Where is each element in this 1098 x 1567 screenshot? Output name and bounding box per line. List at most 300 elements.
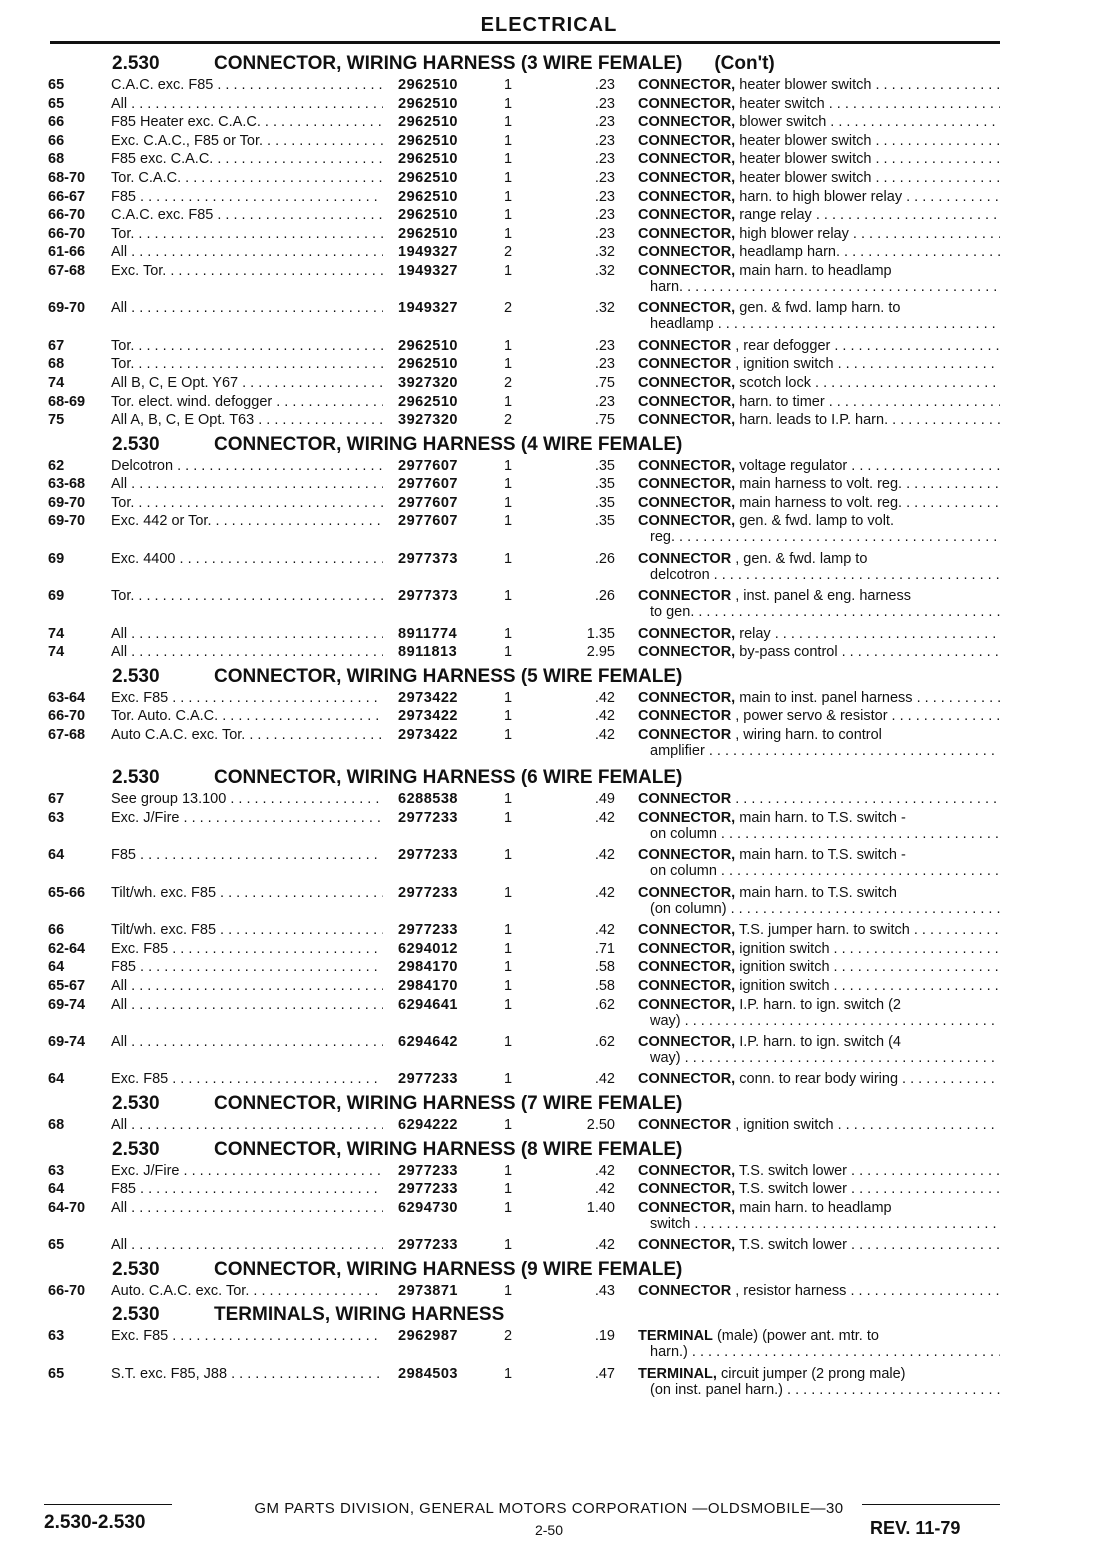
- table-row: [0, 207, 1098, 226]
- model-year: 64: [48, 1071, 65, 1088]
- description: [638, 1181, 1000, 1197]
- part-number: 6294730: [398, 1199, 458, 1216]
- section-heading: [0, 1256, 1098, 1283]
- description-keyword: CONNECTOR,: [638, 412, 736, 429]
- model-year: 69-70: [48, 494, 86, 511]
- description-text: T.S. switch lower: [739, 1162, 847, 1179]
- description-text: main harn. to headlamp: [739, 1199, 892, 1216]
- section-heading: [0, 1136, 1098, 1163]
- price: .75: [594, 412, 615, 429]
- price: .71: [594, 940, 615, 957]
- section-title-text: CONNECTOR, WIRING HARNESS (7 WIRE FEMALE): [214, 1092, 683, 1114]
- description-line: [638, 207, 1000, 223]
- section-title-text: CONNECTOR, WIRING HARNESS (4 WIRE FEMALE): [214, 433, 683, 455]
- description: [638, 1117, 1000, 1133]
- part-number: 1949327: [398, 262, 458, 279]
- price: .42: [594, 727, 615, 744]
- section-number: 2.530: [112, 53, 160, 74]
- description-line: [638, 458, 1000, 474]
- description-continuation: delcotron . . .: [638, 567, 1000, 583]
- part-number: 2977373: [398, 588, 458, 605]
- quantity: 1: [504, 644, 513, 661]
- description-keyword: CONNECTOR,: [638, 262, 736, 279]
- description-keyword: CONNECTOR,: [638, 810, 736, 826]
- table-row: [0, 244, 1098, 263]
- price: .23: [594, 114, 615, 131]
- table-row: [0, 708, 1098, 727]
- application: Tor. . . .: [111, 338, 383, 354]
- section-title: [214, 1259, 682, 1281]
- description: [638, 226, 1000, 242]
- application: Delcotron . . .: [111, 458, 383, 474]
- description-text: , gen. & fwd. lamp to: [735, 550, 868, 567]
- description-line: [638, 151, 1000, 167]
- part-number: 2977233: [398, 1071, 458, 1088]
- description-text: ignition switch: [739, 977, 830, 994]
- part-number: 8911774: [398, 625, 458, 642]
- quantity: 1: [504, 77, 513, 93]
- section-continued: (Con't): [714, 53, 775, 74]
- section-title-text: CONNECTOR, WIRING HARNESS (8 WIRE FEMALE): [214, 1138, 683, 1160]
- table-row: [0, 394, 1098, 413]
- price: .23: [594, 356, 615, 373]
- table-row: [0, 1117, 1098, 1136]
- description: [638, 114, 1000, 130]
- price: .42: [594, 1181, 615, 1198]
- section-number: 2.530: [112, 1258, 160, 1280]
- section-number: 2.530: [112, 1092, 160, 1114]
- price: .35: [594, 513, 615, 530]
- application: All . . .: [111, 244, 383, 260]
- parts-list: [0, 50, 1098, 1403]
- description-continuation: reg. . . .: [638, 529, 1000, 545]
- price: .58: [594, 959, 615, 976]
- model-year: 74: [48, 644, 65, 661]
- part-number: 2977233: [398, 1237, 458, 1254]
- section-title: [214, 1139, 682, 1161]
- table-row: [0, 626, 1098, 645]
- description: [638, 170, 1000, 186]
- description-text: scotch lock: [739, 374, 811, 391]
- part-number: 2973422: [398, 708, 458, 725]
- price: .62: [594, 1033, 615, 1050]
- part-number: 2962510: [398, 169, 458, 186]
- description-keyword: CONNECTOR,: [638, 132, 736, 149]
- quantity: 1: [504, 95, 513, 112]
- model-year: 66: [48, 922, 65, 939]
- model-year: 68-70: [48, 169, 86, 186]
- price: .26: [594, 588, 615, 605]
- description-keyword: CONNECTOR,: [638, 374, 736, 391]
- section-title: [214, 1304, 504, 1326]
- description-text: , wiring harn. to control: [735, 727, 882, 744]
- part-number: 2977233: [398, 810, 458, 826]
- application: All . . .: [111, 997, 383, 1013]
- quantity: 1: [504, 337, 513, 354]
- footer-publisher: GM PARTS DIVISION, GENERAL MOTORS CORPORATION —OLDSMOBILE—30: [254, 1500, 844, 1517]
- application: All . . .: [111, 1034, 383, 1050]
- application: Exc. J/Fire . . .: [111, 810, 383, 826]
- description-keyword: CONNECTOR,: [638, 476, 736, 493]
- description: [638, 151, 1000, 167]
- description-continuation: (on column) . . .: [638, 901, 1000, 917]
- description-keyword: CONNECTOR: [638, 791, 732, 808]
- model-year: 61-66: [48, 244, 86, 261]
- price: .23: [594, 169, 615, 186]
- description-line: [638, 1181, 1000, 1197]
- description: [638, 513, 1000, 545]
- price: .26: [594, 550, 615, 567]
- application: All . . .: [111, 1237, 383, 1253]
- table-row: [0, 300, 1098, 337]
- description-line: [638, 77, 1000, 93]
- application: Tor. elect. wind. defogger . . .: [111, 394, 383, 410]
- description-continuation: on column . . .: [638, 826, 1000, 842]
- description-line: [638, 551, 1000, 567]
- section-number: 2.530: [112, 1304, 160, 1326]
- table-row: [0, 170, 1098, 189]
- description-line: [638, 394, 1000, 410]
- description-keyword: CONNECTOR,: [638, 689, 736, 706]
- model-year: 66-70: [48, 1282, 86, 1299]
- description-line: [638, 885, 1000, 901]
- table-row: [0, 1200, 1098, 1237]
- quantity: 1: [504, 494, 513, 511]
- description: [638, 727, 1000, 759]
- model-year: 66-67: [48, 188, 86, 205]
- description-line: [638, 133, 1000, 149]
- price: .43: [594, 1282, 615, 1299]
- part-number: 2977233: [398, 847, 458, 864]
- table-row: [0, 1071, 1098, 1090]
- description-line: [638, 959, 1000, 975]
- table-row: [0, 791, 1098, 810]
- description-keyword: CONNECTOR: [638, 1116, 732, 1133]
- description: [638, 77, 1000, 93]
- application: Tilt/wh. exc. F85 . . .: [111, 922, 383, 938]
- price: .47: [594, 1365, 615, 1382]
- description-line: [638, 244, 1000, 260]
- application: All . . .: [111, 1117, 383, 1133]
- quantity: 1: [504, 810, 513, 826]
- table-row: [0, 375, 1098, 394]
- description: [638, 810, 1000, 842]
- table-row: [0, 151, 1098, 170]
- application: All B, C, E Opt. Y67 . . .: [111, 375, 383, 391]
- application: Exc. F85 . . .: [111, 941, 383, 957]
- table-row: [0, 847, 1098, 884]
- description: [638, 1200, 1000, 1232]
- table-row: [0, 1181, 1098, 1200]
- section-title: [214, 767, 682, 789]
- application: F85 Heater exc. C.A.C. . . .: [111, 114, 383, 130]
- model-year: 65: [48, 1365, 65, 1382]
- model-year: 74: [48, 374, 65, 391]
- description-continuation: harn.) . . .: [638, 1344, 1000, 1360]
- description-text: , rear defogger: [735, 337, 831, 354]
- description: [638, 244, 1000, 260]
- part-number: 2977607: [398, 476, 458, 493]
- part-number: 2962510: [398, 393, 458, 410]
- description-line: [638, 922, 1000, 938]
- description: [638, 375, 1000, 391]
- table-row: [0, 941, 1098, 960]
- description: [638, 978, 1000, 994]
- description-line: [638, 997, 1000, 1013]
- description-keyword: CONNECTOR,: [638, 1181, 736, 1198]
- application: Exc. 4400 . . .: [111, 551, 383, 567]
- price: .42: [594, 847, 615, 864]
- footer-group-range: 2.530-2.530: [44, 1512, 146, 1533]
- footer-revision: REV. 11-79: [870, 1518, 961, 1538]
- table-row: [0, 189, 1098, 208]
- price: .23: [594, 337, 615, 354]
- part-number: 1949327: [398, 244, 458, 261]
- description-text: heater blower switch: [739, 77, 872, 93]
- description-line: [638, 513, 1000, 529]
- description-line: [638, 791, 1000, 807]
- application: Exc. 442 or Tor. . . .: [111, 513, 383, 529]
- price: .62: [594, 996, 615, 1013]
- description-text: range relay: [739, 207, 812, 224]
- description-keyword: CONNECTOR,: [638, 513, 736, 530]
- section-number: 2.530: [112, 767, 160, 789]
- price: .23: [594, 77, 615, 93]
- table-row: [0, 810, 1098, 847]
- price: .23: [594, 207, 615, 224]
- application: All . . .: [111, 626, 383, 642]
- quantity: 1: [504, 513, 513, 530]
- section-heading: [0, 663, 1098, 690]
- price: .32: [594, 262, 615, 279]
- description-line: [638, 810, 1000, 826]
- quantity: 1: [504, 922, 513, 939]
- description-line: [638, 375, 1000, 391]
- description: [638, 495, 1000, 511]
- table-row: [0, 458, 1098, 477]
- price: .42: [594, 922, 615, 939]
- quantity: 2: [504, 1328, 513, 1345]
- table-row: [0, 1237, 1098, 1256]
- part-number: 2977233: [398, 1181, 458, 1198]
- description-text: main harn. to T.S. switch -: [739, 847, 906, 864]
- part-number: 2962510: [398, 151, 458, 168]
- table-row: [0, 263, 1098, 300]
- application: Exc. F85 . . .: [111, 1328, 383, 1344]
- price: .42: [594, 884, 615, 901]
- part-number: 2973422: [398, 689, 458, 706]
- table-row: [0, 338, 1098, 357]
- quantity: 1: [504, 169, 513, 186]
- description-text: harn. to high blower relay: [739, 188, 903, 205]
- model-year: 68: [48, 1116, 65, 1133]
- description: [638, 96, 1000, 112]
- application: F85 . . .: [111, 959, 383, 975]
- part-number: 2984170: [398, 977, 458, 994]
- quantity: 1: [504, 1162, 513, 1179]
- quantity: 1: [504, 708, 513, 725]
- quantity: 1: [504, 996, 513, 1013]
- table-row: [0, 476, 1098, 495]
- section-heading: [0, 50, 1098, 77]
- part-number: 2962510: [398, 188, 458, 205]
- table-row: [0, 1366, 1098, 1403]
- section-title: [214, 1093, 682, 1115]
- description-line: [638, 690, 1000, 706]
- description: [638, 1163, 1000, 1179]
- table-row: [0, 77, 1098, 96]
- model-year: 67-68: [48, 727, 86, 744]
- description-line: [638, 1366, 1000, 1382]
- description-text: (male) (power ant. mtr. to: [716, 1328, 879, 1345]
- price: .23: [594, 225, 615, 242]
- table-row: [0, 1034, 1098, 1071]
- model-year: 63: [48, 1162, 65, 1179]
- quantity: 1: [504, 588, 513, 605]
- description-text: voltage regulator: [739, 457, 848, 474]
- section-number: 2.530: [112, 433, 160, 455]
- table-row: [0, 412, 1098, 431]
- model-year: 63-68: [48, 476, 86, 493]
- application: See group 13.100 . . .: [111, 791, 383, 807]
- model-year: 66-70: [48, 225, 86, 242]
- quantity: 1: [504, 625, 513, 642]
- description-text: main harn. to T.S. switch: [739, 884, 897, 901]
- application: F85 . . .: [111, 189, 383, 205]
- description-line: [638, 1071, 1000, 1087]
- price: .42: [594, 810, 615, 826]
- price: .23: [594, 188, 615, 205]
- description-line: [638, 114, 1000, 130]
- description-text: heater switch: [739, 95, 825, 112]
- price: .35: [594, 457, 615, 474]
- quantity: 1: [504, 151, 513, 168]
- section-heading: [0, 1301, 1098, 1328]
- description-line: [638, 495, 1000, 511]
- model-year: 69-70: [48, 300, 86, 317]
- description-line: [638, 588, 1000, 604]
- description: [638, 458, 1000, 474]
- description: [638, 133, 1000, 149]
- part-number: 2977607: [398, 457, 458, 474]
- table-row: [0, 997, 1098, 1034]
- table-row: [0, 1328, 1098, 1365]
- description-line: [638, 476, 1000, 492]
- description-line: [638, 226, 1000, 242]
- description: [638, 1283, 1000, 1299]
- description-line: [638, 727, 1000, 743]
- application: All . . .: [111, 300, 383, 316]
- application: All . . .: [111, 644, 383, 660]
- description: [638, 644, 1000, 660]
- description-keyword: CONNECTOR,: [638, 114, 736, 131]
- application: F85 exc. C.A.C. . . .: [111, 151, 383, 167]
- table-row: [0, 551, 1098, 588]
- model-year: 69-70: [48, 513, 86, 530]
- part-number: 8911813: [398, 644, 458, 661]
- application: All . . .: [111, 96, 383, 112]
- table-row: [0, 690, 1098, 709]
- table-row: [0, 356, 1098, 375]
- description-text: T.S. switch lower: [739, 1237, 847, 1254]
- model-year: 63-64: [48, 689, 86, 706]
- description-text: I.P. harn. to ign. switch (2: [739, 996, 901, 1013]
- description: [638, 476, 1000, 492]
- description-continuation: (on inst. panel harn.) . . .: [638, 1382, 1000, 1398]
- description: [638, 1034, 1000, 1066]
- section-title-text: CONNECTOR, WIRING HARNESS (6 WIRE FEMALE): [214, 767, 683, 789]
- table-row: [0, 226, 1098, 245]
- model-year: 66: [48, 114, 65, 131]
- part-number: 2962987: [398, 1328, 458, 1345]
- description-keyword: CONNECTOR,: [638, 1199, 736, 1216]
- page-header: ELECTRICAL: [480, 14, 618, 36]
- section-heading: [0, 764, 1098, 791]
- application: Exc. Tor. . . .: [111, 263, 383, 279]
- model-year: 68: [48, 151, 65, 168]
- description-text: conn. to rear body wiring: [739, 1071, 899, 1088]
- section-title-text: CONNECTOR, WIRING HARNESS (5 WIRE FEMALE): [214, 665, 683, 687]
- description-line: [638, 338, 1000, 354]
- table-row: [0, 114, 1098, 133]
- application: All . . .: [111, 978, 383, 994]
- model-year: 63: [48, 810, 65, 826]
- table-row: [0, 96, 1098, 115]
- quantity: 1: [504, 457, 513, 474]
- price: .42: [594, 708, 615, 725]
- part-number: 2962510: [398, 77, 458, 93]
- price: .23: [594, 132, 615, 149]
- application: S.T. exc. F85, J88 . . .: [111, 1366, 383, 1382]
- description: [638, 708, 1000, 724]
- description: [638, 207, 1000, 223]
- description-line: [638, 1034, 1000, 1050]
- part-number: 6294012: [398, 940, 458, 957]
- section-heading: [0, 431, 1098, 458]
- model-year: 69-74: [48, 996, 86, 1013]
- quantity: 1: [504, 959, 513, 976]
- price: 2.50: [586, 1116, 615, 1133]
- quantity: 2: [504, 374, 513, 391]
- description-line: [638, 1283, 1000, 1299]
- quantity: 1: [504, 1282, 513, 1299]
- description-keyword: CONNECTOR,: [638, 644, 736, 661]
- quantity: 1: [504, 393, 513, 410]
- header-rule: [50, 41, 1000, 44]
- model-year: 66: [48, 132, 65, 149]
- description-text: by-pass control: [739, 644, 838, 661]
- description-line: [638, 189, 1000, 205]
- model-year: 64-70: [48, 1199, 86, 1216]
- price: .23: [594, 95, 615, 112]
- description-keyword: CONNECTOR,: [638, 1071, 736, 1088]
- description: [638, 338, 1000, 354]
- application: Auto C.A.C. exc. Tor. . . .: [111, 727, 383, 743]
- model-year: 64: [48, 847, 65, 864]
- model-year: 66-70: [48, 708, 86, 725]
- model-year: 68: [48, 356, 65, 373]
- description-keyword: CONNECTOR,: [638, 207, 736, 224]
- part-number: 2962510: [398, 356, 458, 373]
- model-year: 65-67: [48, 977, 86, 994]
- model-year: 75: [48, 412, 65, 429]
- description-keyword: CONNECTOR,: [638, 1237, 736, 1254]
- description-text: main to inst. panel harness: [739, 689, 913, 706]
- model-year: 69: [48, 550, 65, 567]
- quantity: 1: [504, 1365, 513, 1382]
- description-keyword: CONNECTOR: [638, 356, 732, 373]
- price: .42: [594, 1237, 615, 1254]
